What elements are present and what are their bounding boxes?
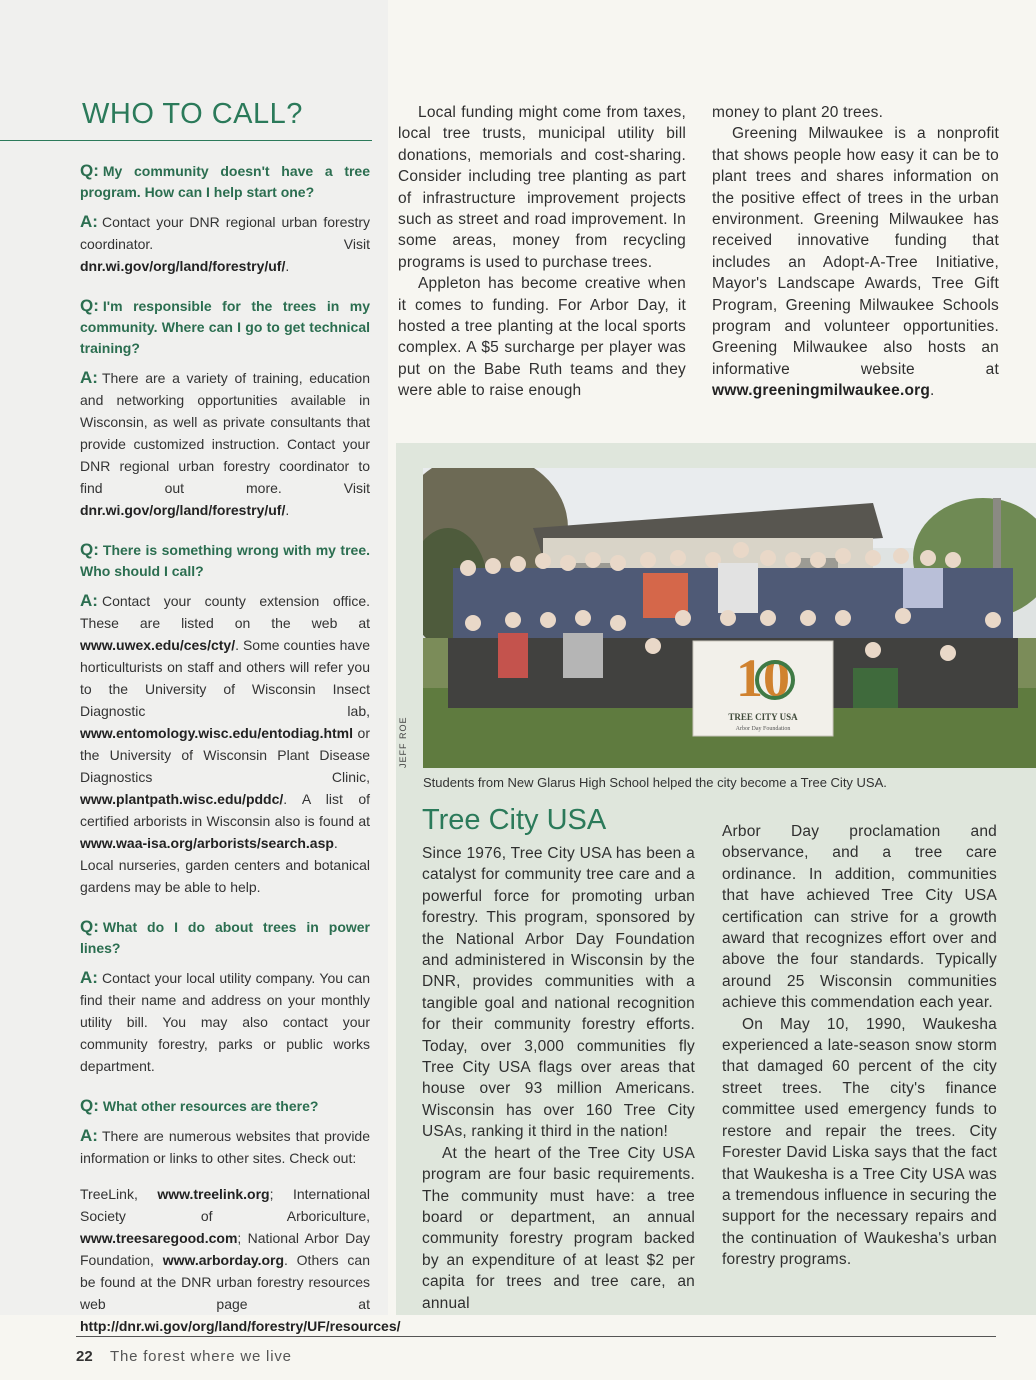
- faq-item: [80, 1095, 401, 1337]
- photo-caption: Students from New Glarus High School helped the city become a Tree City USA.: [423, 775, 887, 790]
- banner-line-2: Arbor Day Foundation: [735, 726, 791, 732]
- faq-link: www.treelink.org: [157, 1186, 270, 1202]
- faq-item: [80, 160, 370, 277]
- faq-link: www.arborday.org: [162, 1252, 285, 1268]
- greening-milwaukee-link: www.greeningmilwaukee.org: [712, 382, 931, 400]
- faq-link: http://dnr.wi.gov/org/land/forestry/UF/resources/: [80, 1318, 401, 1334]
- faq-item: [80, 916, 370, 1077]
- footer-rule: [76, 1336, 996, 1337]
- publication-title: The forest where we live: [110, 1348, 292, 1365]
- faq-question: Q: My community doesn't have a tree program. How can I help start one?: [80, 161, 370, 200]
- page-number: 22: [76, 1348, 93, 1365]
- banner-number: 10: [736, 648, 790, 708]
- faq-answer: A: There are numerous websites that provide information or links to other sites. Check out:: [80, 1126, 370, 1166]
- faq-heading-rule: [0, 140, 372, 141]
- faq-question: Q: There is something wrong with my tree. Who should I call?: [80, 540, 370, 579]
- faq-link: www.entomology.wisc.edu/entodiag.html: [80, 725, 354, 741]
- group-photo: [423, 468, 1036, 768]
- faq-link: www.treesaregood.com: [80, 1230, 238, 1246]
- body-paragraph: Arbor Day proclamation and observance, and a tree care ordinance. In addition, communities that have achieved Tree City USA certification can strive for a growth award that recognizes effort over and above the four standards. Typically around 25 Wisconsin communities achieve this commendation each year.: [722, 823, 997, 1012]
- faq-answer: A: Contact your local utility company. You can find their name and address on your monthly utility bill. You may also contact your community forestry, parks or public works department.: [80, 968, 370, 1074]
- faq-link: www.plantpath.wisc.edu/pddc/: [80, 791, 284, 807]
- faq-item: [80, 539, 370, 898]
- resource-links: TreeLink, www.treelink.org; International Society of Arboriculture, www.treesaregood.com; National Arbor Day Foundation, www.arborday.org. Others can be found at the DNR urban forestry resources web page at http://dnr.wi.gov/org/land/forestry/UF/resources/: [80, 1186, 401, 1334]
- faq-link: dnr.wi.gov/org/land/forestry/uf/: [80, 502, 286, 518]
- faq-question: Q: I'm responsible for the trees in my community. Where can I go to get technical training?: [80, 296, 370, 356]
- faq-question: Q: What other resources are there?: [80, 1096, 319, 1115]
- faq-answer: A: Contact your county extension office. These are listed on the web at www.uwex.edu/ces/cty/. Some counties have horticulturists on staff and others will refer you to the University of Wisconsin Insect Diagnostic lab, www.entomology.wisc.edu/entodiag.html or the University of Wisconsin Plant Disease Diagnostics Clinic, www.plantpath.wisc.edu/pddc/. A list of certified arborists in Wisconsin also is found at www.waa-isa.org/arborists/search.asp. Local nurseries, garden centers and botanical gardens may be able to help.: [80, 591, 370, 895]
- faq-question: Q: What do I do about trees in power lines?: [80, 917, 370, 956]
- group-photo-illustration: [423, 468, 1036, 768]
- faq-list: [80, 160, 401, 1355]
- body-paragraph: Since 1976, Tree City USA has been a catalyst for community tree care and a powerful force for promoting urban forestry. This program, sponsored by the National Arbor Day Foundation and administered in Wisconsin by the DNR, provides communities with a tangible goal and national recognition for their community forestry efforts. Today, over 3,000 communities fly Tree City USA flags over areas that house over 93 million Americans. Wisconsin has over 160 Tree City USAs, ranking it third in the nation!: [422, 845, 695, 1141]
- tree-city-column-1: [422, 843, 695, 1314]
- faq-answer: A: There are a variety of training, education and networking opportunities available in Wisconsin, as well as private consultants that provide customized instruction. Contact your DNR regional urban forestry coordinator to find out more. Visit dnr.wi.gov/org/land/forestry/uf/.: [80, 368, 370, 518]
- body-paragraph: Local funding might come from taxes, local tree trusts, municipal utility bill donations, memorials and cost-sharing. Consider including tree planting as part of infrastructure improvement projects such as street and road improvement. In some areas, money from recycling programs is used to purchase trees.: [398, 104, 686, 271]
- body-paragraph: Greening Milwaukee is a nonprofit that shows people how easy it can be to plant trees and shares information on the positive effect of trees in the urban environment. Greening Milwaukee has received innovative funding that includes an Adopt-A-Tree Initiative, Mayor's Landscape Awards, Tree Gift Program, Greening Milwaukee Schools program and volunteer opportunities. Greening Milwaukee also hosts an informative website at www.greeningmilwaukee.org.: [712, 125, 999, 400]
- banner-line-1: TREE CITY USA: [728, 712, 798, 722]
- funding-column-1: [398, 102, 686, 402]
- tree-city-title: Tree City USA: [422, 804, 607, 836]
- faq-link: www.uwex.edu/ces/cty/: [80, 637, 236, 653]
- faq-answer: A: Contact your DNR regional urban forestry coordinator. Visit dnr.wi.gov/org/land/forestry/uf/.: [80, 212, 370, 274]
- faq-heading: WHO TO CALL?: [82, 98, 303, 130]
- body-paragraph: At the heart of the Tree City USA program are four basic requirements. The community must have: a tree board or department, an annual community forestry program backed by an expenditure of at least $2 per capita for trees and tree care, an annual: [422, 1144, 695, 1312]
- funding-column-2: [712, 102, 999, 402]
- photo-credit: [398, 746, 458, 768]
- faq-item: [80, 295, 370, 521]
- faq-link: www.waa-isa.org/arborists/search.asp: [80, 835, 334, 851]
- tree-city-column-2: [722, 821, 997, 1271]
- faq-link: dnr.wi.gov/org/land/forestry/uf/: [80, 258, 286, 274]
- body-paragraph: Appleton has become creative when it comes to funding. For Arbor Day, it hosted a tree planting at the local sports complex. A $5 surcharge per player was put on the Babe Ruth teams and they were able to raise enough: [398, 275, 686, 400]
- body-paragraph: money to plant 20 trees.: [712, 104, 884, 121]
- body-paragraph: On May 10, 1990, Waukesha experienced a late-season snow storm that damaged 60 percent of the city street trees. The city's finance committee used emergency funds to restore and repair the trees. City Forester David Liska says that the fact that Waukesha is a Tree City USA was a tremendous influence in securing the support for the necessary repairs and the continuation of Waukesha's urban forestry programs.: [722, 1015, 997, 1269]
